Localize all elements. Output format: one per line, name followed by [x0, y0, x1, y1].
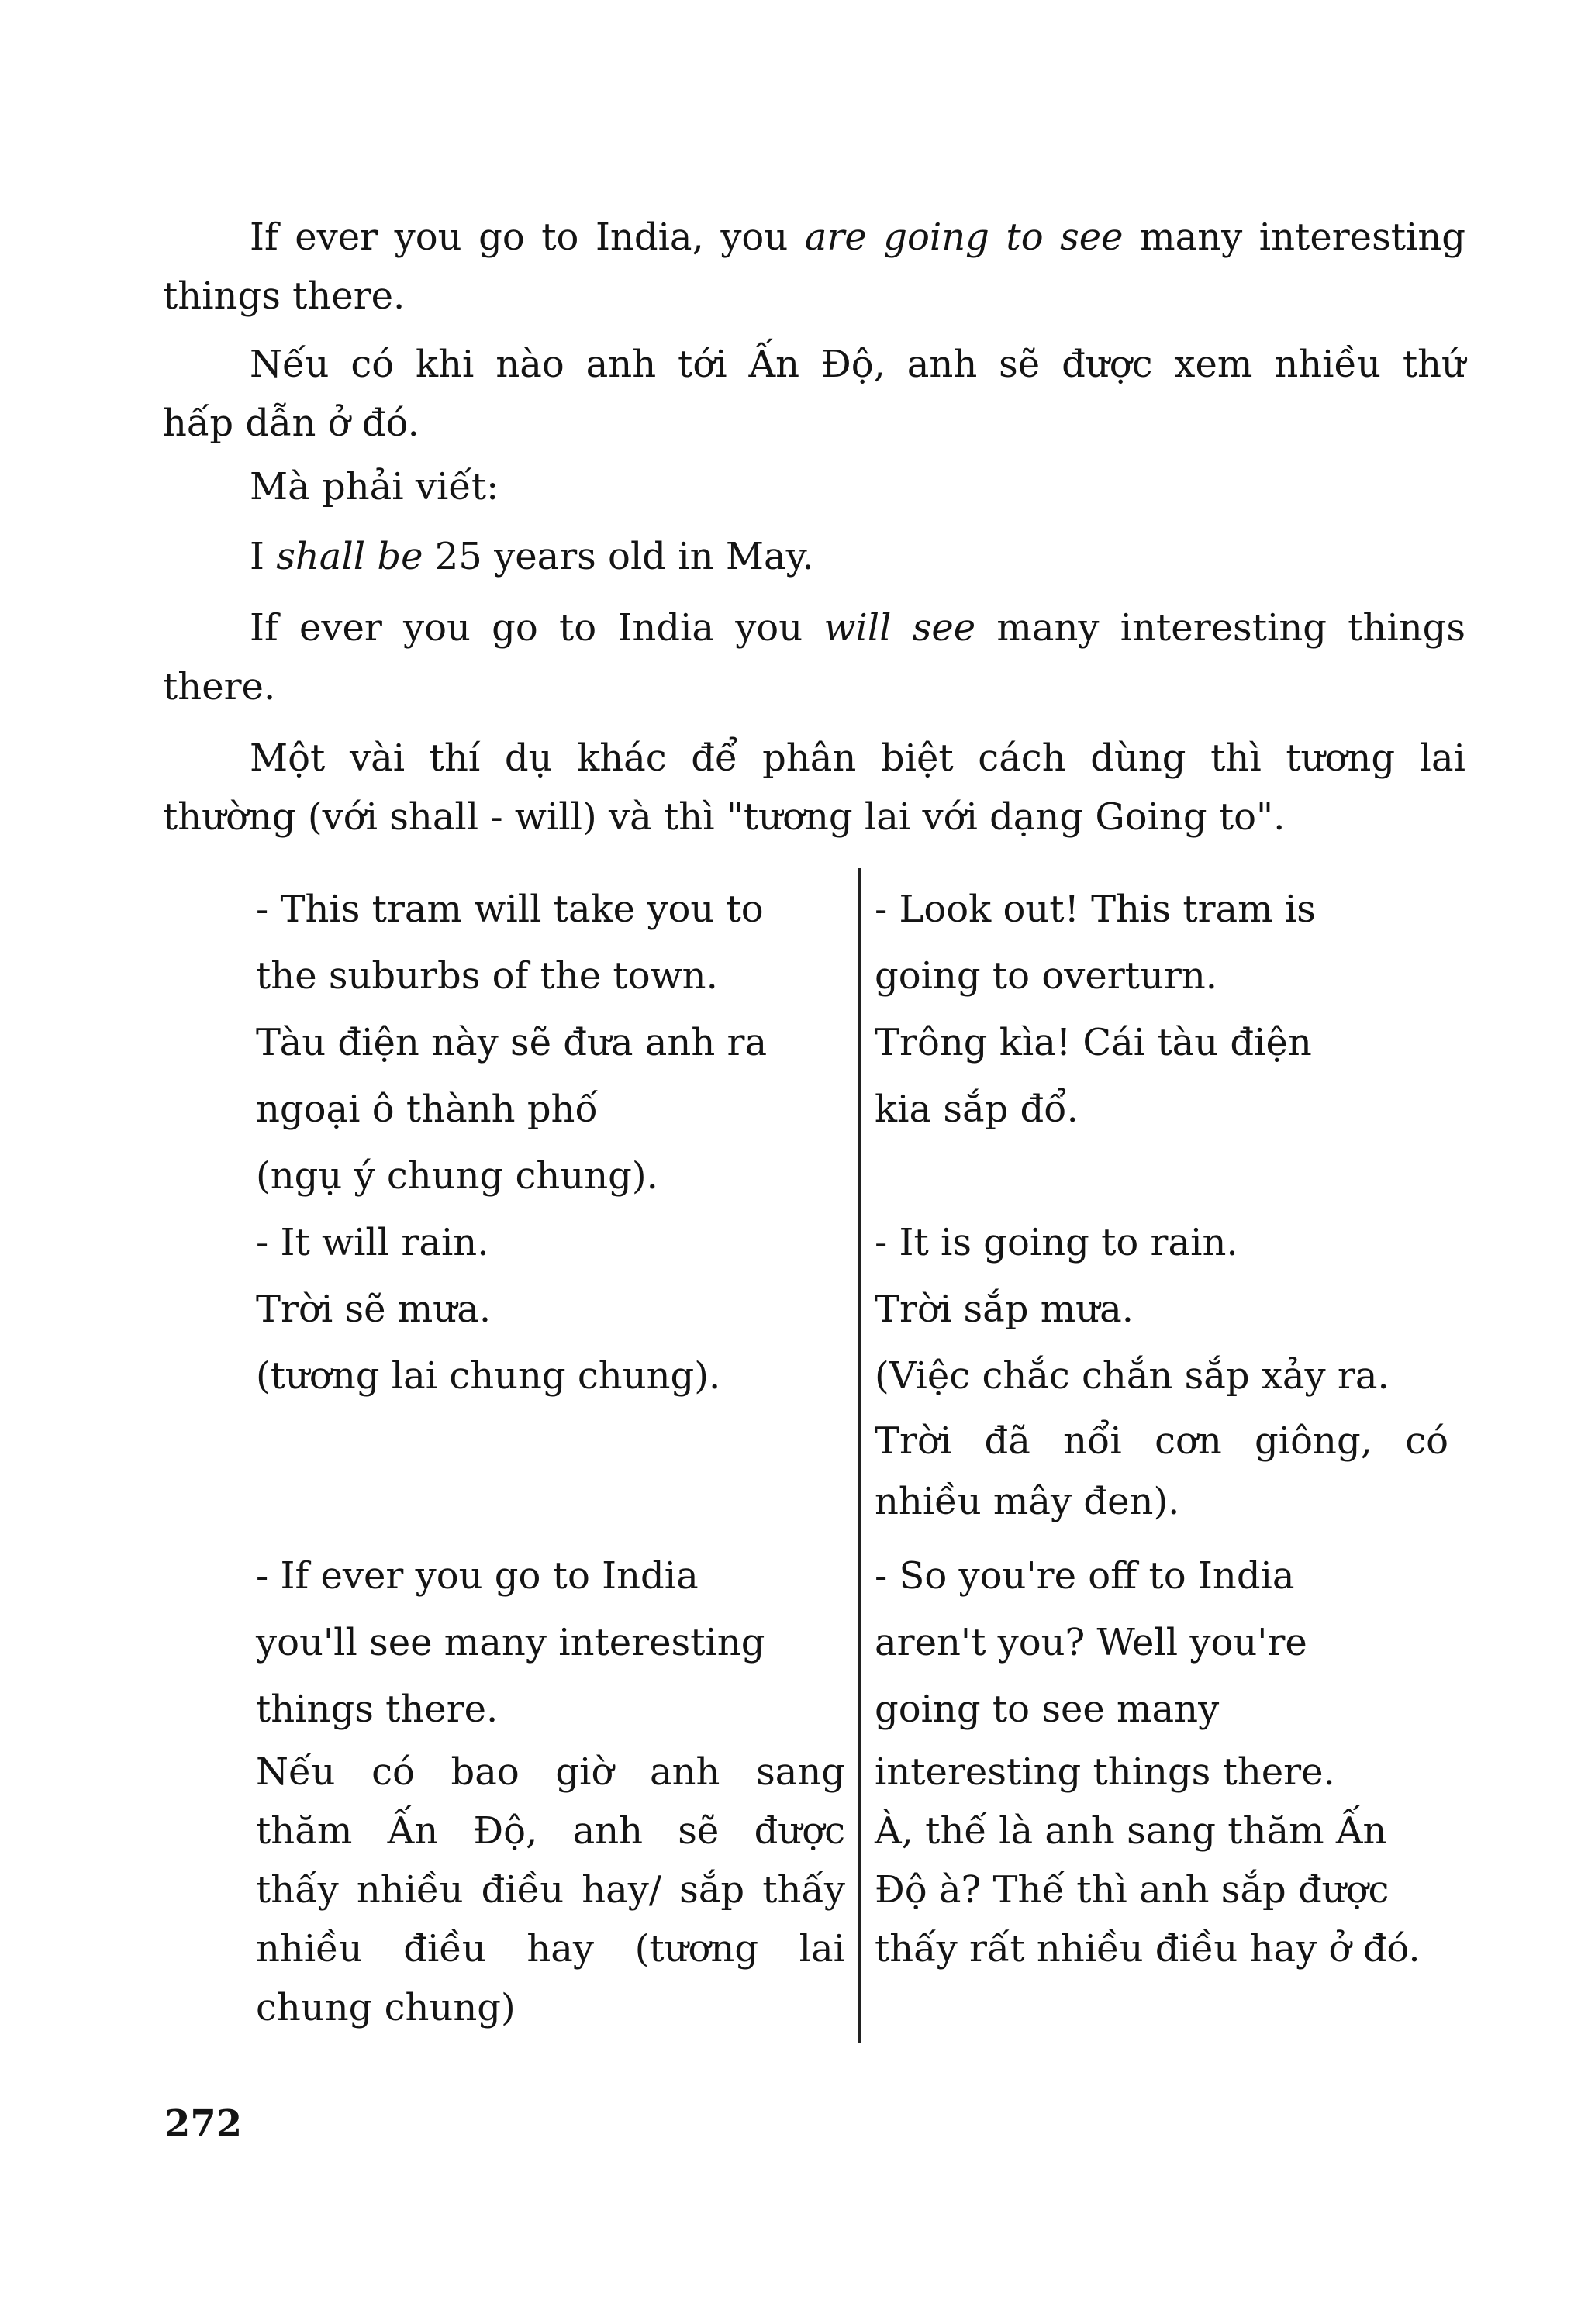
- table-left-column-lower: [256, 1543, 853, 1743]
- table-cell: interesting things there.: [875, 1750, 1335, 1794]
- table-cell: kia sắp đổ.: [875, 1088, 1079, 1131]
- italic-phrase: are going to see: [804, 216, 1124, 259]
- table-right-column-translation: [875, 1743, 1448, 1978]
- text-line: If ever you go to India, you are going to see many interesting: [250, 216, 1465, 259]
- text-line: Một vài thí dụ khác để phân biệt cách dùng thì tương lai: [250, 736, 1465, 780]
- text-line: things there.: [163, 274, 406, 318]
- table-cell: Trời sắp mưa.: [875, 1288, 1134, 1331]
- table-cell: going to overturn.: [875, 954, 1218, 998]
- table-cell: nhiều mây đen).: [875, 1480, 1180, 1523]
- table-right-column-rain: [875, 1209, 1448, 1409]
- table-cell: Nếu có bao giờ anh sang: [256, 1750, 845, 1794]
- table-cell: Tàu điện này sẽ đưa anh ra: [256, 1021, 768, 1064]
- text-line: thường (với shall - will) và thì "tương lai với dạng Going to".: [163, 795, 1286, 839]
- table-cell: thấy rất nhiều điều hay ở đó.: [875, 1927, 1421, 1971]
- text-line: Nếu có khi nào anh tới Ấn Độ, anh sẽ được xem nhiều thứ: [250, 343, 1465, 386]
- page-number: 272: [164, 2102, 243, 2146]
- text-line: Mà phải viết:: [250, 465, 499, 509]
- table-cell: - It is going to rain.: [875, 1221, 1238, 1264]
- table-cell: Độ à? Thế thì anh sắp được: [875, 1868, 1390, 1912]
- paragraph-example-going-to: [163, 208, 1465, 326]
- table-cell: (Việc chắc chắn sắp xảy ra.: [875, 1354, 1390, 1398]
- paragraph-comparison-intro: [163, 729, 1465, 847]
- paragraph-instruction: [163, 457, 1465, 516]
- table-left-column: [256, 876, 853, 1409]
- table-cell: (ngụ ý chung chung).: [256, 1154, 658, 1198]
- paragraph-translation: [163, 335, 1465, 453]
- table-cell: À, thế là anh sang thăm Ấn: [875, 1809, 1387, 1853]
- paragraph-example-shall: [163, 527, 1465, 586]
- table-cell: nhiều điều hay (tương lai: [256, 1927, 845, 1971]
- table-right-column-india: [875, 1543, 1448, 1743]
- table-cell: the suburbs of the town.: [256, 954, 718, 998]
- text-line: If ever you go to India you will see many interesting things: [250, 606, 1466, 650]
- table-cell: - It will rain.: [256, 1221, 489, 1264]
- table-cell: Trời sẽ mưa.: [256, 1288, 492, 1331]
- table-cell: going to see many: [875, 1688, 1220, 1731]
- table-cell: - Look out! This tram is: [875, 888, 1316, 931]
- table-cell: Trời đã nổi cơn giông, có: [875, 1419, 1448, 1463]
- table-cell: - So you're off to India: [875, 1554, 1295, 1598]
- table-cell: (tương lai chung chung).: [256, 1354, 721, 1398]
- table-cell: things there.: [256, 1688, 499, 1731]
- table-cell: Trông kìa! Cái tàu điện: [875, 1021, 1312, 1064]
- italic-phrase: will see: [823, 606, 976, 650]
- italic-phrase: shall be: [276, 535, 423, 578]
- table-right-column: [875, 876, 1448, 1143]
- paragraph-example-will: [163, 598, 1465, 716]
- table-cell: you'll see many interesting: [256, 1621, 765, 1664]
- table-right-column-note: [875, 1411, 1448, 1532]
- table-cell: thấy nhiều điều hay/ sắp thấy: [256, 1868, 845, 1912]
- table-cell: - This tram will take you to: [256, 888, 764, 931]
- table-cell: aren't you? Well you're: [875, 1621, 1307, 1664]
- text-line: hấp dẫn ở đó.: [163, 402, 419, 445]
- table-cell: - If ever you go to India: [256, 1554, 699, 1598]
- table-cell: chung chung): [256, 1986, 516, 2029]
- table-cell: thăm Ấn Độ, anh sẽ được: [256, 1809, 845, 1853]
- table-cell: ngoại ô thành phố: [256, 1088, 598, 1131]
- text-line: I shall be 25 years old in May.: [250, 535, 814, 578]
- table-left-column-translation: [256, 1743, 845, 2037]
- text-line: there.: [163, 665, 276, 709]
- column-divider: [858, 868, 861, 2043]
